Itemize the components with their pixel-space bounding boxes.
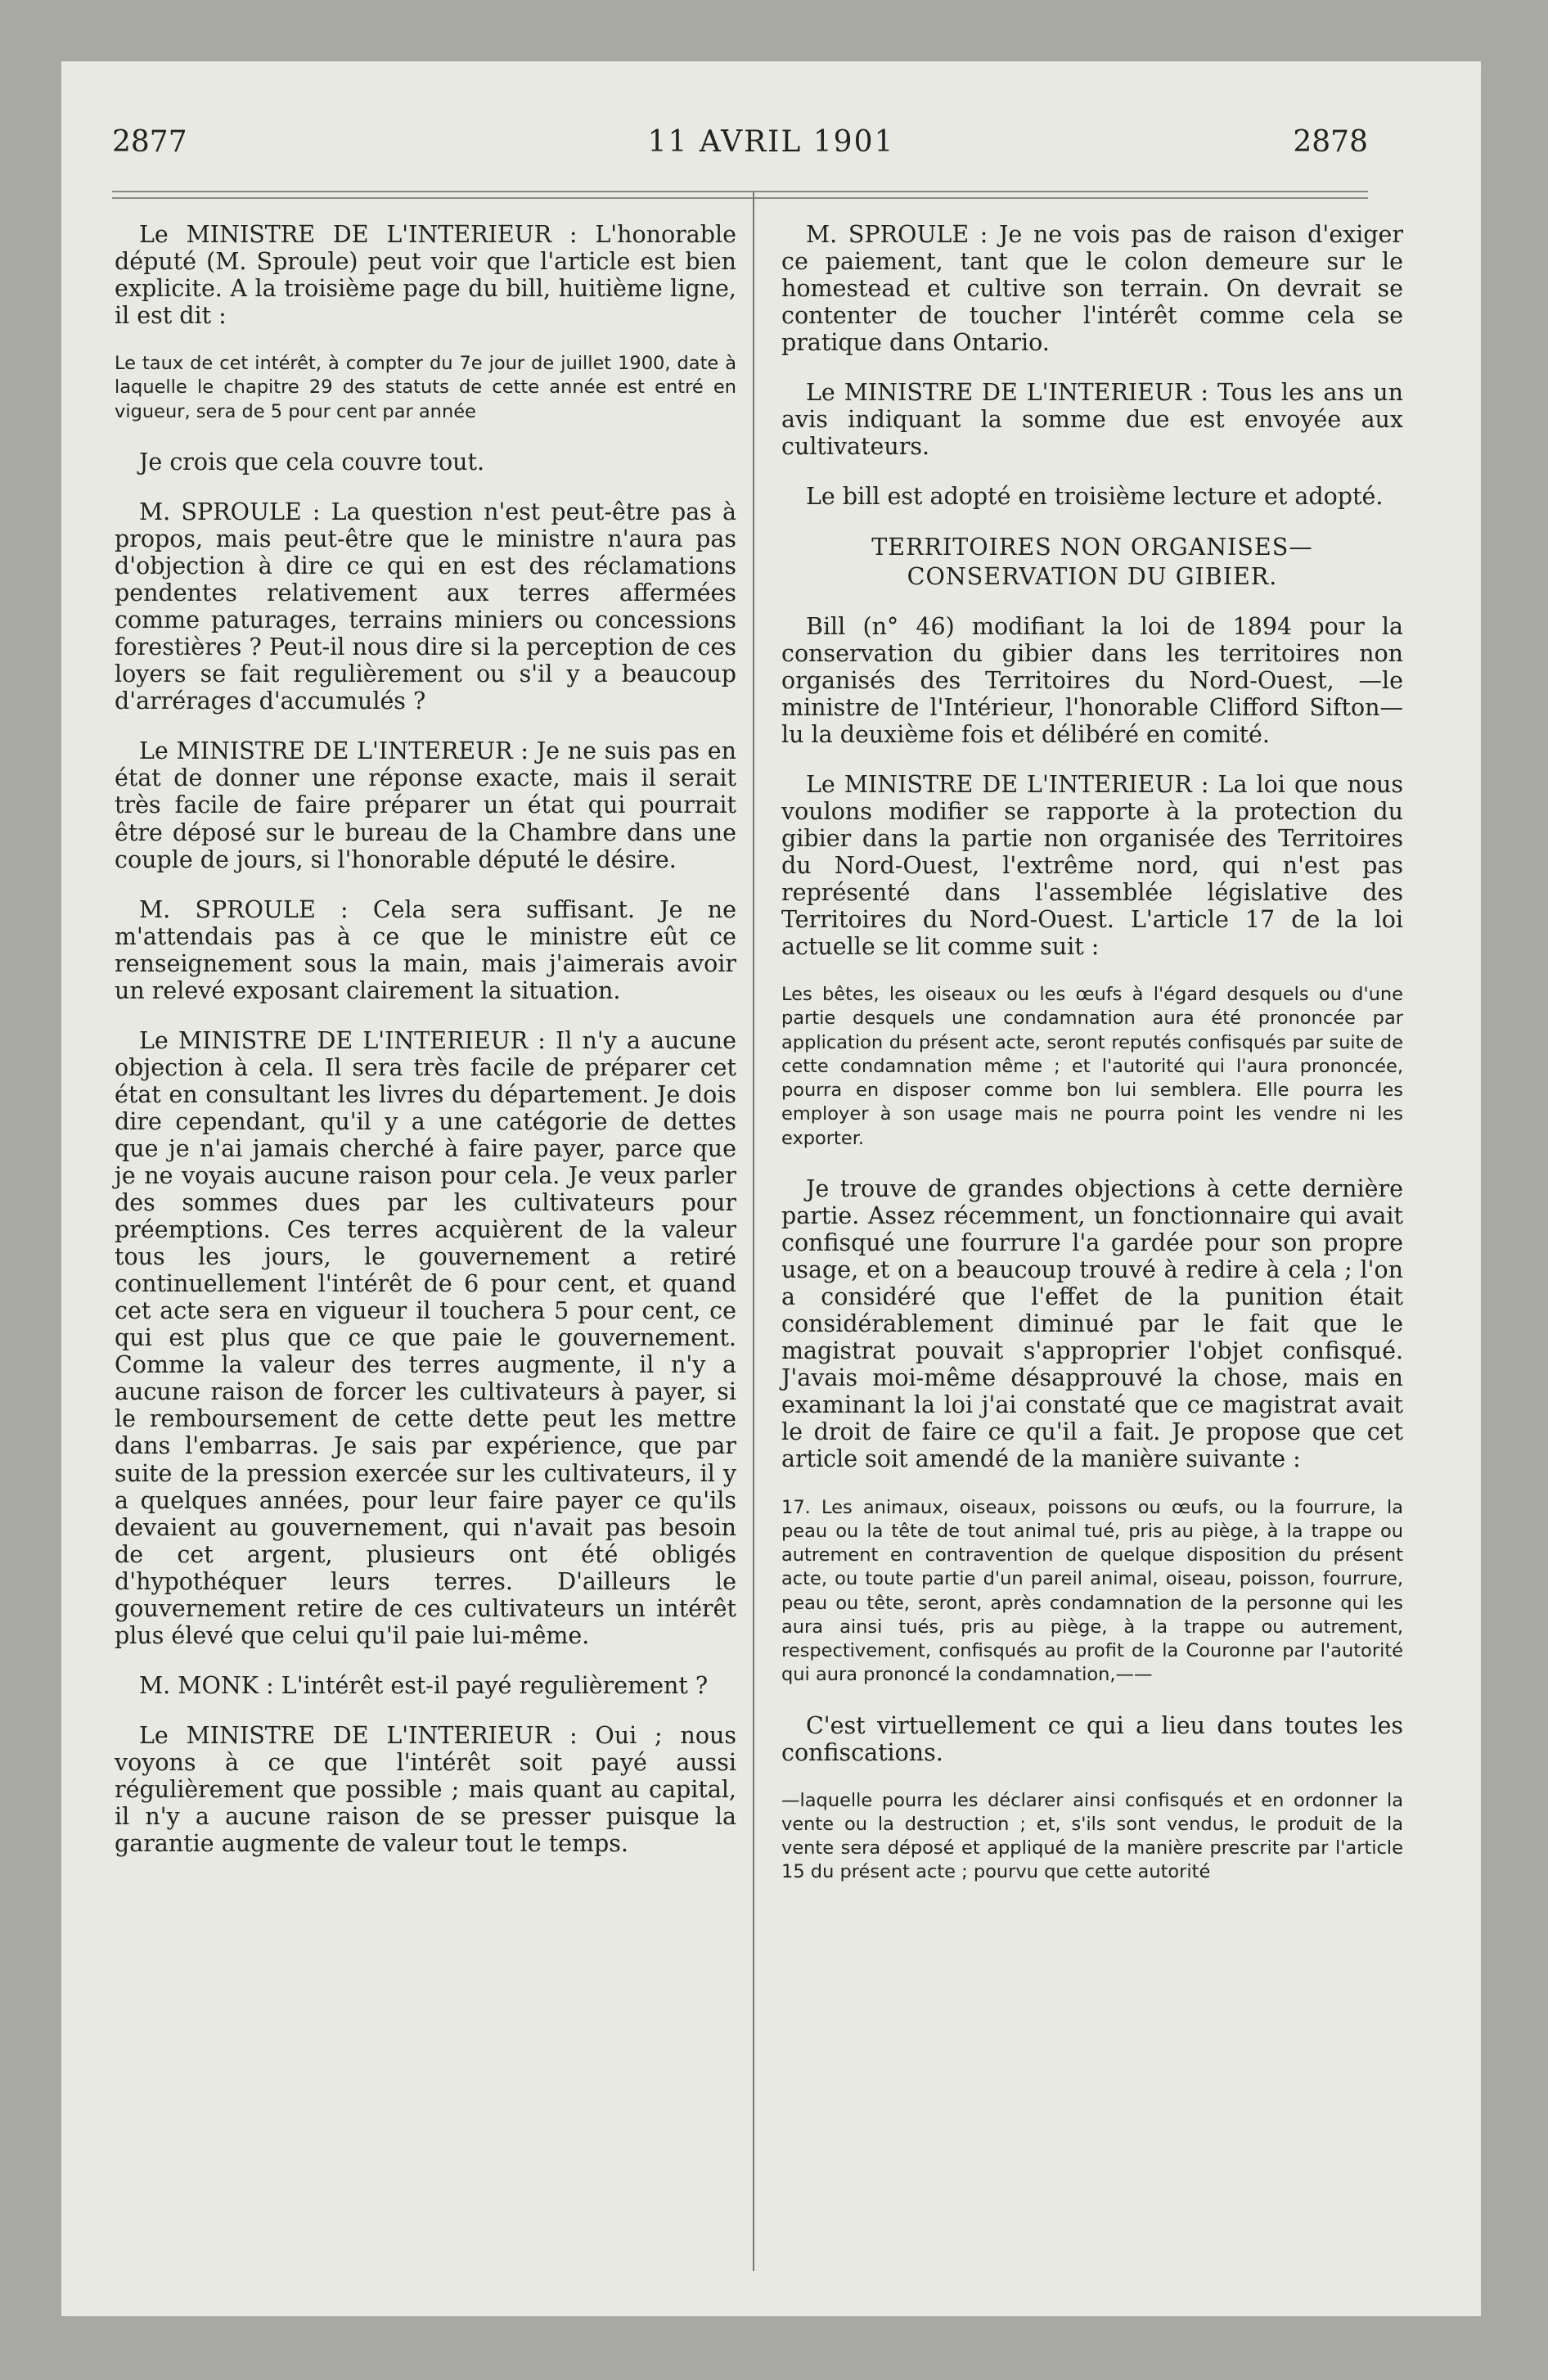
page-header [61, 125, 1481, 174]
paragraph: Je trouve de grandes objections à cette dernière partie. Assez récemment, un fonctionnaire qui avait confisqué une fourrure l'a gardée pour son propre usage, et on a beaucoup trouvé à redire à cela ; l'on a considéré que l'effet de la punition était considérablement diminué par le fait que le magistrat pouvait s'approprier l'objet confisqué. J'avais moi-même désapprouvé la chose, mais en examinant la loi j'ai constaté que ce magistrat avait le droit de faire ce qu'il a fait. Je propose que cet article soit amendé de la manière suivante : [781, 1174, 1403, 1473]
paragraph: C'est virtuellement ce qui a lieu dans toutes les confiscations. [781, 1711, 1403, 1766]
paragraph: M. SPROULE : Je ne vois pas de raison d'exiger ce paiement, tant que le colon demeure sur le homestead et cultive son terrain. On devrait se contenter de toucher l'intérêt comme cela se pratique dans Ontario. [781, 221, 1403, 357]
quoted-text: Les bêtes, les oiseaux ou les œufs à l'égard desquels ou d'une partie desquels une condamnation aura été prononcée par application du présent acte, seront reputés confisqués par suite de cette condamnation même ; et l'autorité qui l'aura prononcée, pourra en disposer comme bon lui semblera. Elle pourra les employer à son usage mais ne pourra point les vendre ni les exporter. [781, 984, 1403, 1149]
header-date: 11 AVRIL 1901 [647, 125, 895, 159]
paragraph: M. MONK : L'intérêt est-il payé regulièrement ? [139, 1671, 709, 1699]
paragraph: Le MINISTRE DE L'INTEREUR : Je ne suis pas en état de donner une réponse exacte, mais il serait très facile de faire préparer un état qui pourrait être déposé sur le bureau de la Chambre dans une couple de jours, si l'honorable député le désire. [115, 737, 736, 873]
paragraph: Le MINISTRE DE L'INTERIEUR : Il n'y a aucune objection à cela. Il sera très facile de préparer cet état en consultant les livres du département. Je dois dire cependant, qu'il y a une catégorie de dettes que je n'ai jamais cherché à faire payer, parce que je ne voyais aucune raison pour cela. Je veux parler des sommes dues par les cultivateurs pour préemptions. Ces terres acquièrent de la valeur tous les jours, le gouvernement a retiré continuellement l'intérêt de 6 pour cent, et quand cet acte sera en vigueur il touchera 5 pour cent, ce qui est plus que ce que paie le gouvernement. Comme la valeur des terres augmente, il n'y a aucune raison de forcer les cultivateurs à payer, si le remboursement de cette dette peut les mettre dans l'embarras. Je sais par expérience, que par suite de la pression exercée sur les cultivateurs, il y a quelques années, pour leur faire payer ce qu'ils devaient au gouvernement, qui n'avait pas besoin de cet argent, plusieurs ont été obligés d'hypothéquer leurs terres. D'ailleurs le gouvernement retire de ces cultivateurs un intérêt plus élevé que celui qu'il paie lui-même. [115, 1026, 736, 1649]
paragraph: Le MINISTRE DE L'INTERIEUR : L'honorable député (M. Sproule) peut voir que l'article est bien explicite. A la troisième page du bill, huitième ligne, il est dit : [115, 221, 736, 330]
quoted-text: Le taux de cet intérêt, à compter du 7e jour de juillet 1900, date à laquelle le chapitre 29 des statuts de cette année est entré en vigueur, sera de 5 pour cent par année [115, 353, 736, 422]
right-column [781, 221, 1403, 1909]
paragraph: Le bill est adopté en troisième lecture et adopté. [806, 483, 1384, 511]
column-divider [753, 192, 754, 2271]
paragraph: M. SPROULE : La question n'est peut-être pas à propos, mais peut-être que le ministre n'aura pas d'objection à dire ce qui en est des réclamations pendentes relativement aux terres affermées comme paturages, terrains miniers ou concessions forestières ? Peut-il nous dire si la perception de ces loyers se fait regulièrement ou s'il y a beaucoup d'arrérages d'accumulés ? [115, 498, 736, 715]
paragraph: Le MINISTRE DE L'INTERIEUR : Tous les ans un avis indiquant la somme due est envoyée aux cultivateurs. [781, 379, 1403, 461]
left-column [115, 221, 736, 1880]
paragraph: M. SPROULE : Cela sera suffisant. Je ne m'attendais pas à ce que le ministre eût ce renseignement sous la main, mais j'aimerais avoir un relevé exposant clairement la situation. [115, 895, 736, 1004]
paragraph: Bill (n° 46) modifiant la loi de 1894 pour la conservation du gibier dans les territoires non organisés des Territoires du Nord-Ouest, —le ministre de l'Intérieur, l'honorable Clifford Sifton—lu la deuxième fois et délibéré en comité. [781, 612, 1403, 748]
document-page [61, 61, 1481, 2316]
quoted-text: —laquelle pourra les déclarer ainsi confisqués et en ordonner la vente ou la destruction ; et, s'ils sont vendus, le produit de la vente sera déposé et appliqué de la manière prescrite par l'article 15 du présent acte ; pourvu que cette autorité [781, 1789, 1403, 1883]
page-number-right: 2878 [1293, 125, 1368, 159]
quoted-text: 17. Les animaux, oiseaux, poissons ou œufs, ou la fourrure, la peau ou la tête de tout animal tué, pris au piège, à la trappe ou autrement en contravention de quelque disposition du présent acte, ou toute partie d'un pareil animal, oiseau, poisson, fourrure, peau ou tête, seront, après condamnation de la personne qui les aura ainsi tués, pris au piège, à la trappe ou autrement, respectivement, confisqués au profit de la Couronne par l'autorité qui aura prononcé la condamnation,—— [781, 1496, 1403, 1686]
paragraph: Le MINISTRE DE L'INTERIEUR : La loi que nous voulons modifier se rapporte à la protection du gibier dans la partie non organisée des Territoires du Nord-Ouest, l'extrême nord, qui n'est pas représenté dans l'assemblée législative des Territoires du Nord-Ouest. L'article 17 de la loi actuelle se lit comme suit : [781, 770, 1403, 961]
header-rule [112, 191, 1368, 204]
page-number-left: 2877 [112, 125, 187, 159]
section-heading: TERRITOIRES NON ORGANISES—CONSERVATION DU GIBIER. [871, 534, 1313, 591]
paragraph: Je crois que cela couvre tout. [139, 448, 485, 476]
paragraph: Le MINISTRE DE L'INTERIEUR : Oui ; nous voyons à ce que l'intérêt soit payé aussi régulièrement que possible ; mais quant au capital, il n'y a aucune raison de se presser puisque la garantie augmente de valeur tout le temps. [115, 1721, 736, 1858]
